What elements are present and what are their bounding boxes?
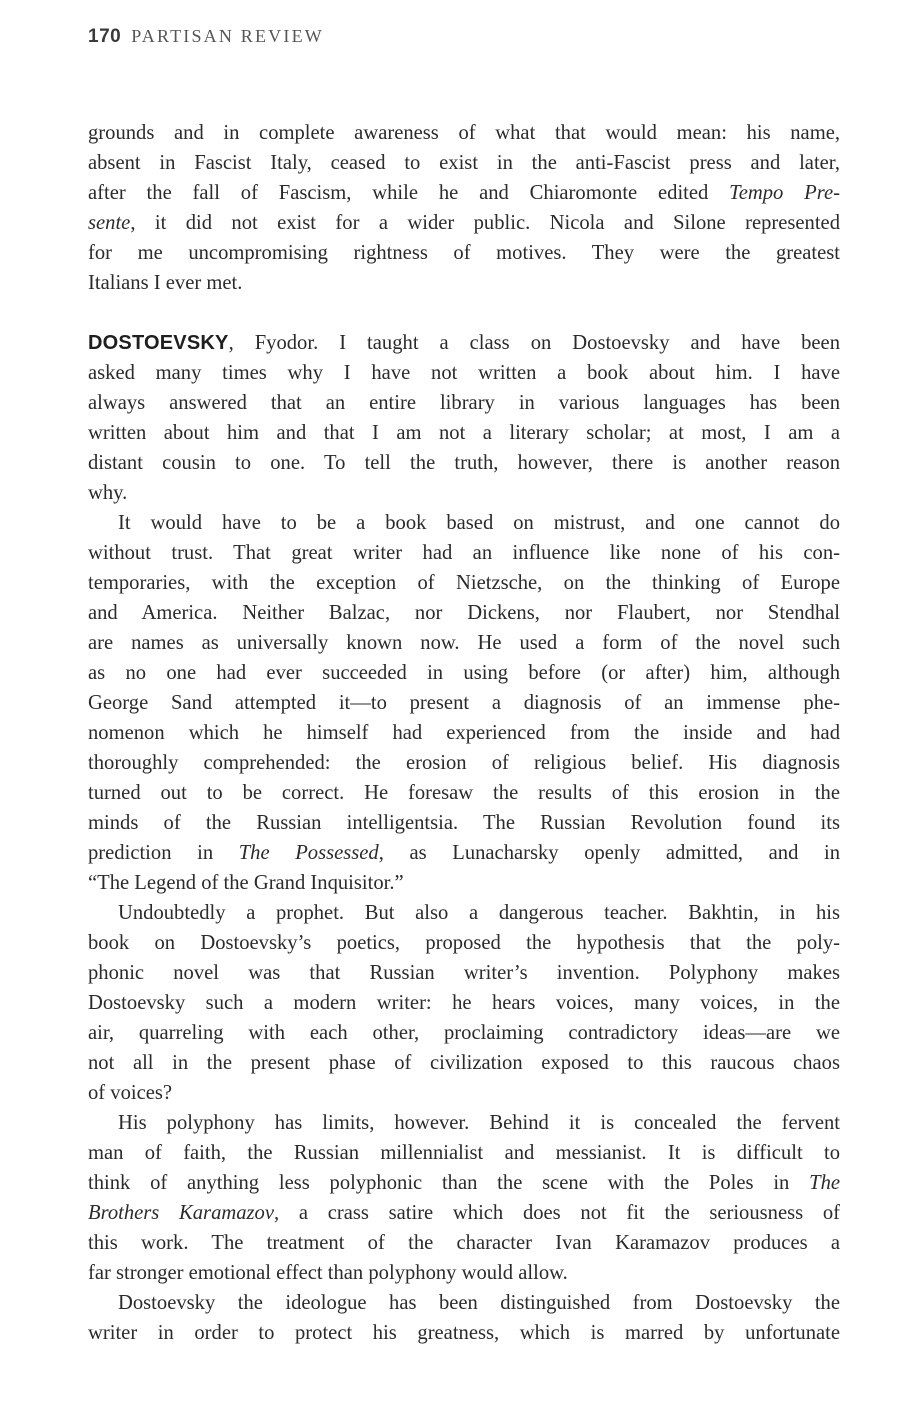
- text-line: [88, 1288, 840, 1318]
- line-text: written about him and that I am not a literary scholar; at most, I am a: [88, 422, 840, 444]
- paragraph: [88, 1108, 840, 1288]
- line-text: are names as universally known now. He used a form of the novel such: [88, 632, 840, 654]
- text-line: [88, 928, 840, 958]
- italic-title: Brothers Karamazov: [88, 1202, 274, 1224]
- text-line: [88, 1228, 840, 1258]
- text-line: [88, 328, 840, 358]
- text-line: [88, 808, 840, 838]
- text-line: [88, 508, 840, 538]
- text-line: [88, 1108, 840, 1138]
- body-text: [88, 118, 840, 1348]
- text-line: [88, 958, 840, 988]
- line-text: Undoubtedly a prophet. But also a dangerous teacher. Bakhtin, in his: [118, 902, 840, 924]
- text-line: [88, 748, 840, 778]
- line-text: grounds and in complete awareness of what that would mean: his name,: [88, 122, 840, 144]
- text-line: [88, 688, 840, 718]
- line-text: for me uncompromising rightness of motives. They were the greatest: [88, 242, 840, 264]
- entry-paragraph: [88, 328, 840, 508]
- paragraph: [88, 118, 840, 298]
- line-text: this work. The treatment of the character Ivan Karamazov produces a: [88, 1232, 840, 1254]
- text-line: [88, 658, 840, 688]
- text-line: [88, 568, 840, 598]
- text-line: [88, 268, 840, 298]
- text-line: [88, 1138, 840, 1168]
- line-text: as no one had ever succeeded in using before (or after) him, although: [88, 662, 840, 684]
- text-line: [88, 238, 840, 268]
- line-text: prediction in: [88, 842, 239, 864]
- line-text: thoroughly comprehended: the erosion of religious belief. His diagnosis: [88, 752, 840, 774]
- line-text: “The Legend of the Grand Inquisitor.”: [88, 872, 404, 894]
- line-text: without trust. That great writer had an influence like none of his con-: [88, 542, 840, 564]
- paragraph-gap: [88, 298, 840, 328]
- line-text: of voices?: [88, 1082, 173, 1104]
- text-line: [88, 178, 840, 208]
- line-text: why.: [88, 482, 128, 504]
- paragraph: [88, 1288, 840, 1348]
- text-line: [88, 388, 840, 418]
- italic-title: sente: [88, 212, 131, 234]
- line-text: temporaries, with the exception of Nietzsche, on the thinking of Europe: [88, 572, 840, 594]
- text-line: [88, 358, 840, 388]
- text-line: [88, 1168, 840, 1198]
- text-line: [88, 838, 840, 868]
- text-line: [88, 478, 840, 508]
- line-text: man of faith, the Russian millennialist and messianist. It is difficult to: [88, 1142, 840, 1164]
- line-text: Dostoevsky such a modern writer: he hears voices, many voices, in the: [88, 992, 840, 1014]
- page-number: 170: [88, 26, 122, 47]
- italic-title: Tempo Pre-: [729, 182, 840, 204]
- text-line: [88, 208, 840, 238]
- text-line: [88, 898, 840, 928]
- text-line: [88, 148, 840, 178]
- paragraph: [88, 508, 840, 898]
- line-text: not all in the present phase of civilization exposed to this raucous chaos: [88, 1052, 840, 1074]
- line-text: and America. Neither Balzac, nor Dickens, nor Flaubert, nor Stendhal: [88, 602, 840, 624]
- text-line: [88, 418, 840, 448]
- line-text: asked many times why I have not written a book about him. I have: [88, 362, 840, 384]
- paragraph: [88, 898, 840, 1108]
- line-text: turned out to be correct. He foresaw the results of this erosion in the: [88, 782, 840, 804]
- text-line: [88, 1078, 840, 1108]
- running-head: [88, 26, 324, 48]
- text-line: [88, 1048, 840, 1078]
- text-line: [88, 1318, 840, 1348]
- text-line: [88, 1258, 840, 1288]
- text-line: [88, 1198, 840, 1228]
- italic-title: The: [809, 1172, 840, 1194]
- text-line: [88, 628, 840, 658]
- line-text: George Sand attempted it—to present a diagnosis of an immense phe-: [88, 692, 840, 714]
- line-text: It would have to be a book based on mistrust, and one cannot do: [118, 512, 840, 534]
- line-text: think of anything less polyphonic than the scene with the Poles in: [88, 1172, 810, 1194]
- line-text: , it did not exist for a wider public. Nicola and Silone represented: [130, 212, 840, 234]
- line-text: His polyphony has limits, however. Behind it is concealed the fervent: [118, 1112, 840, 1134]
- text-line: [88, 778, 840, 808]
- line-text: air, quarreling with each other, proclaiming contradictory ideas—are we: [88, 1022, 840, 1044]
- line-text: writer in order to protect his greatness, which is marred by unfortunate: [88, 1322, 840, 1344]
- line-text: far stronger emotional effect than polyphony would allow.: [88, 1262, 568, 1284]
- text-line: [88, 988, 840, 1018]
- journal-title: PARTISAN REVIEW: [131, 26, 324, 46]
- entry-heading: DOSTOEVSKY: [88, 332, 229, 354]
- line-text: always answered that an entire library in various languages has been: [88, 392, 840, 414]
- line-text: phonic novel was that Russian writer’s invention. Polyphony makes: [88, 962, 840, 984]
- line-text: absent in Fascist Italy, ceased to exist in the anti-Fascist press and later,: [88, 152, 840, 174]
- text-line: [88, 718, 840, 748]
- line-text: Italians I ever met.: [88, 272, 243, 294]
- line-text: , as Lunacharsky openly admitted, and in: [378, 842, 841, 864]
- text-line: [88, 868, 840, 898]
- line-text: minds of the Russian intelligentsia. The Russian Revolution found its: [88, 812, 840, 834]
- line-text: distant cousin to one. To tell the truth, however, there is another reason: [88, 452, 840, 474]
- line-text: after the fall of Fascism, while he and Chiaromonte edited: [88, 182, 730, 204]
- line-text: Dostoevsky the ideologue has been distinguished from Dostoevsky the: [118, 1292, 840, 1314]
- line-text: nomenon which he himself had experienced from the inside and had: [88, 722, 840, 744]
- text-line: [88, 1018, 840, 1048]
- text-line: [88, 598, 840, 628]
- text-line: [88, 118, 840, 148]
- line-text: , Fyodor. I taught a class on Dostoevsky and have been: [228, 332, 840, 354]
- line-text: , a crass satire which does not fit the seriousness of: [274, 1202, 840, 1224]
- italic-title: The Possessed: [238, 842, 379, 864]
- line-text: book on Dostoevsky’s poetics, proposed the hypothesis that the poly-: [88, 932, 840, 954]
- text-line: [88, 538, 840, 568]
- text-line: [88, 448, 840, 478]
